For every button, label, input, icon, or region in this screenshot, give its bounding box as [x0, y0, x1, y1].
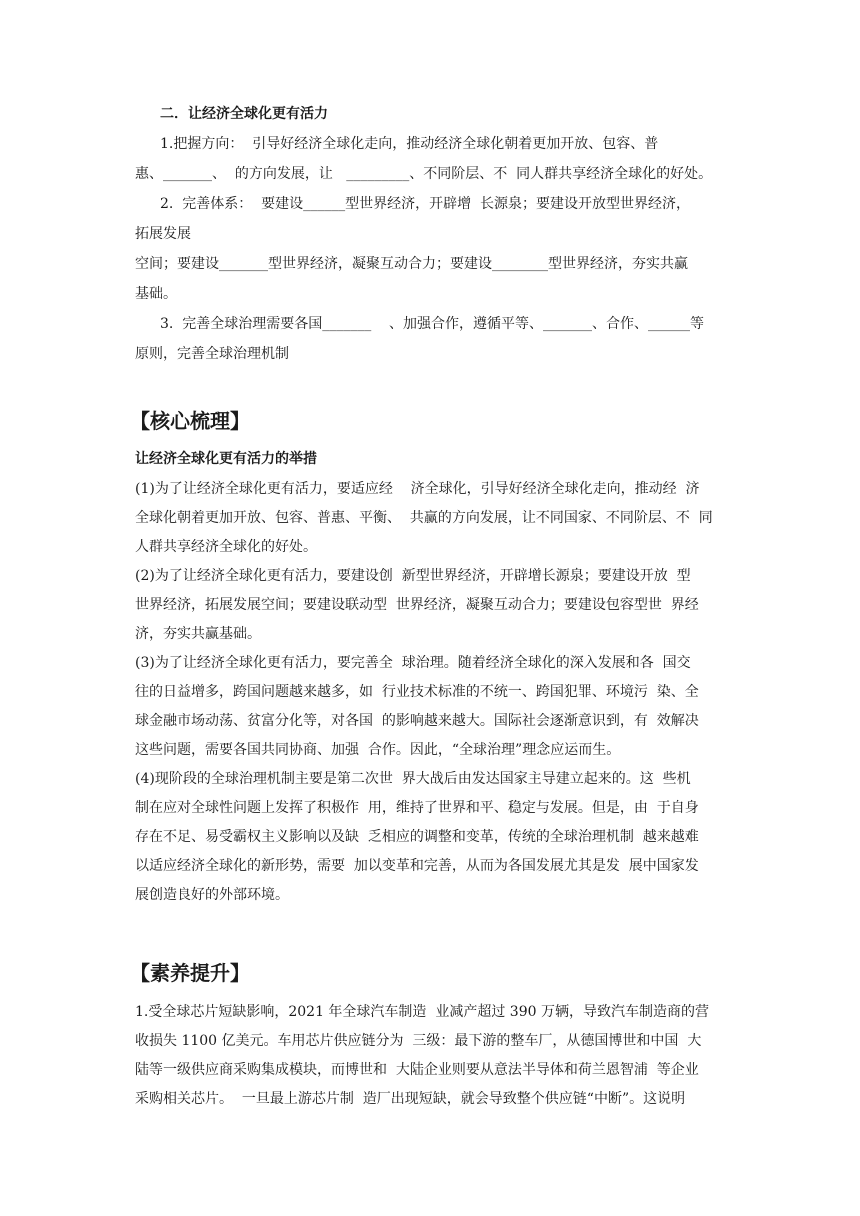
- text-line: 拓展发展: [135, 226, 191, 242]
- text-line: 收损失 1100 亿美元。车用芯片供应链分为 三级：最下游的整车厂，从德国博世和中国 大: [135, 1033, 702, 1049]
- text-line: 世界经济，拓展发展空间；要建设联动型 世界经济，凝聚互动合力；要建设包容型世 界经: [135, 597, 699, 613]
- text-line: (1)为了让经济全球化更有活力，要适应经 济全球化，引导好经济全球化走向，推动经 济: [135, 481, 700, 497]
- text-line: 球金融市场动荡、贫富分化等，对各国 的影响越来越大。国际社会逐渐意识到，有 效解决: [135, 713, 699, 729]
- text-line: 3. 完善全球治理需要各国_______ 、加强合作，遵循平等、_______、合作、______等: [160, 316, 705, 332]
- text-line: 人群共享经济全球化的好处。: [135, 539, 317, 555]
- text-line: (4)现阶段的全球治理机制主要是第二次世 界大战后由发达国家主导建立起来的。这 些机: [135, 771, 691, 787]
- text-line: 这些问题，需要各国共同协商、加强 合作。因此，“全球治理”理念应运而生。: [135, 742, 621, 758]
- text-line: 陆等一级供应商采购集成模块，而博世和 大陆企业则要从意法半导体和荷兰恩智浦 等企业: [135, 1062, 699, 1078]
- core-heading: 【核心梳理】: [130, 409, 250, 433]
- text-line: 1.把握方向： 引导好经济全球化走向，推动经济全球化朝着更加开放、包容、普: [160, 136, 659, 152]
- section-title: 二．让经济全球化更有活力: [160, 106, 328, 122]
- text-line: (3)为了让经济全球化更有活力，要完善全 球治理。随着经济全球化的深入发展和各 国交: [135, 655, 691, 671]
- text-line: 以适应经济全球化的新形势，需要 加以变革和完善，从而为各国发展尤其是发 展中国家发: [135, 858, 699, 874]
- text-line: 采购相关芯片。 一旦最上游芯片制 造厂出现短缺，就会导致整个供应链“中断”。这说明: [135, 1091, 686, 1107]
- text-line: 1.受全球芯片短缺影响，2021 年全球汽车制造 业减产超过 390 万辆，导致汽车制造商的营: [135, 1004, 709, 1020]
- text-line: 原则，完善全球治理机制: [135, 346, 289, 362]
- literacy-heading: 【素养提升】: [130, 961, 250, 985]
- core-subtitle: 让经济全球化更有活力的举措: [135, 451, 317, 467]
- text-line: 惠、_______、 的方向发展，让 _________、不同阶层、不 同人群共享经济全球化的好处。: [135, 166, 713, 182]
- text-line: 制在应对全球性问题上发挥了积极作 用，维持了世界和平、稳定与发展。但是，由 于自身: [135, 800, 699, 816]
- text-line: 2. 完善体系： 要建设______型世界经济，开辟增 长源泉；要建设开放型世界经济，: [160, 196, 691, 212]
- text-line: (2)为了让经济全球化更有活力，要建设创 新型世界经济，开辟增长源泉；要建设开放 型: [135, 568, 691, 584]
- text-line: 存在不足、易受霸权主义影响以及缺 乏相应的调整和变革，传统的全球治理机制 越来越难: [135, 829, 699, 845]
- text-line: 基础。: [135, 286, 177, 302]
- text-line: 展创造良好的外部环境。: [135, 887, 289, 903]
- text-line: 空间；要建设_______型世界经济，凝聚互动合力；要建设________型世界经济，夯实共赢: [135, 256, 688, 272]
- text-line: 全球化朝着更加开放、包容、普惠、平衡、 共赢的方向发展，让不同国家、不同阶层、不 同: [135, 510, 713, 526]
- text-line: 往的日益增多，跨国问题越来越多，如 行业技术标准的不统一、跨国犯罪、环境污 染、全: [135, 684, 699, 700]
- text-line: 济，夯实共赢基础。: [135, 626, 261, 642]
